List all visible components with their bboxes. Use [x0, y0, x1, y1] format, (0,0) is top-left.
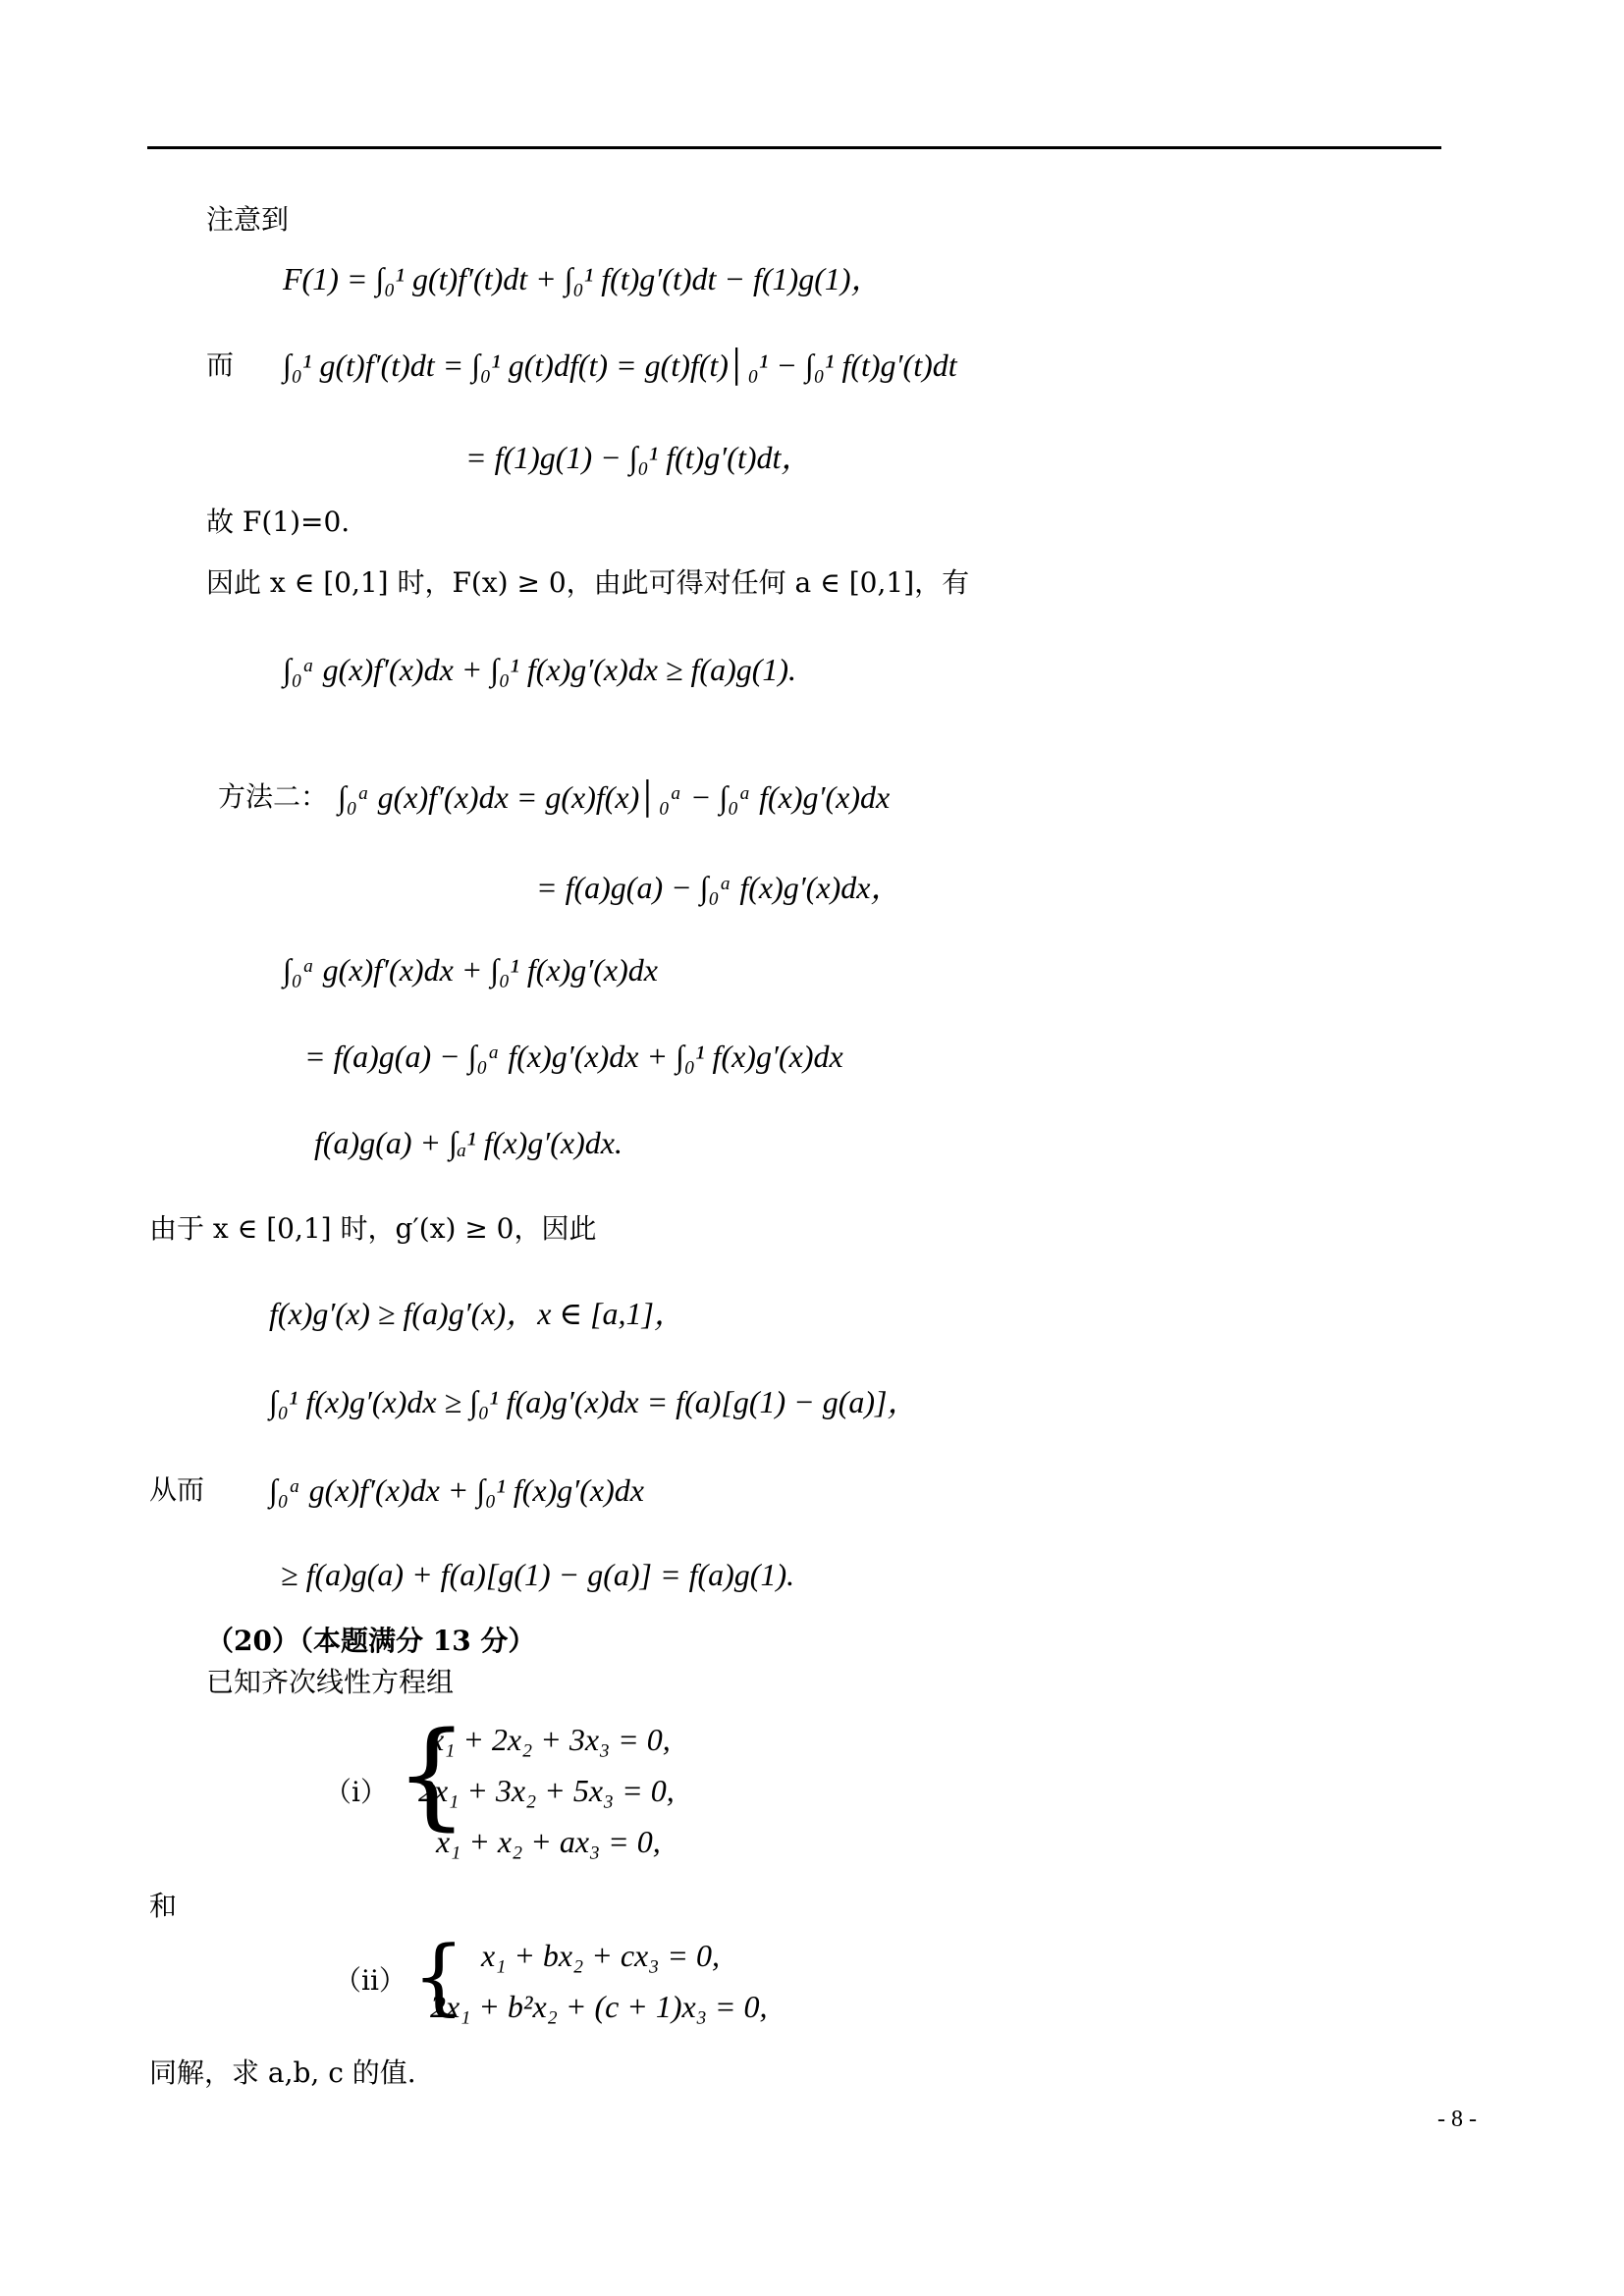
equation-line: 2x₁ + b²x₂ + (c + 1)x₃ = 0, [430, 1989, 768, 2024]
formula-line: F(1) = ∫₀¹ g(t)f′(t)dt + ∫₀¹ f(t)g′(t)dt − f(1)g(1)， [283, 261, 883, 296]
formula-line: = f(1)g(1) − ∫₀¹ f(t)g′(t)dt， [465, 440, 813, 475]
text-line: 方法二： [218, 780, 329, 813]
equation-line: x₁ + x₂ + ax₃ = 0, [436, 1824, 661, 1859]
text-line: 故 F(1)=0. [206, 506, 351, 538]
formula-line: f(a)g(a) + ∫ₐ¹ f(x)g′(x)dx. [314, 1125, 623, 1160]
header-rule [147, 146, 1441, 149]
equation-line: x₁ + 2x₂ + 3x₃ = 0, [430, 1722, 671, 1757]
text-line: 由于 x ∈ [0,1] 时，g′(x) ≥ 0，因此 [149, 1212, 597, 1245]
formula-line: ∫₀ᵃ g(x)f′(x)dx + ∫₀¹ f(x)g′(x)dx ≥ f(a)g(1). [283, 652, 797, 687]
text-line: 注意到 [206, 203, 290, 236]
equation-line: 2x₁ + 3x₂ + 5x₃ = 0, [418, 1773, 675, 1808]
text-line: 同解，求 a,b, c 的值. [149, 2056, 416, 2089]
formula-line: = f(a)g(a) − ∫₀ᵃ f(x)g′(x)dx + ∫₀¹ f(x)g′(x)dx [304, 1039, 843, 1074]
system-label: （ii） [334, 1964, 406, 1997]
problem-heading: （20）（本题满分 13 分） [206, 1625, 536, 1657]
formula-line: = f(a)g(a) − ∫₀ᵃ f(x)g′(x)dx， [536, 870, 902, 905]
left-brace: { [412, 1928, 465, 2024]
page-number: - 8 - [1437, 2107, 1477, 2132]
formula-line: ∫₀ᵃ g(x)f′(x)dx + ∫₀¹ f(x)g′(x)dx [283, 952, 658, 988]
equation-line: x₁ + bx₂ + cx₃ = 0, [481, 1938, 720, 1973]
formula-line: ∫₀¹ f(x)g′(x)dx ≥ ∫₀¹ f(a)g′(x)dx = f(a)[g(1) − g(a)]， [269, 1384, 919, 1419]
formula-line: ∫₀ᵃ g(x)f′(x)dx + ∫₀¹ f(x)g′(x)dx [269, 1472, 644, 1508]
text-line: 和 [149, 1890, 178, 1922]
formula-line: f(x)g′(x) ≥ f(a)g′(x)，x ∈ [a,1]， [269, 1296, 686, 1331]
system-label: （i） [324, 1776, 388, 1808]
text-line: 已知齐次线性方程组 [206, 1666, 455, 1698]
formula-line: ≥ f(a)g(a) + f(a)[g(1) − g(a)] = f(a)g(1). [281, 1557, 795, 1592]
text-line: 而 [206, 348, 235, 381]
text-line: 因此 x ∈ [0,1] 时，F(x) ≥ 0，由此可得对任何 a ∈ [0,1]，有 [206, 566, 970, 599]
formula-line: ∫₀ᵃ g(x)f′(x)dx = g(x)f(x)│₀ᵃ − ∫₀ᵃ f(x)g′(x)dx [338, 779, 891, 815]
formula-line: ∫₀¹ g(t)f′(t)dt = ∫₀¹ g(t)df(t) = g(t)f(t)│₀¹ − ∫₀¹ f(t)g′(t)dt [283, 347, 957, 383]
left-brace: { [395, 1706, 469, 1842]
text-line: 从而 [149, 1473, 205, 1506]
